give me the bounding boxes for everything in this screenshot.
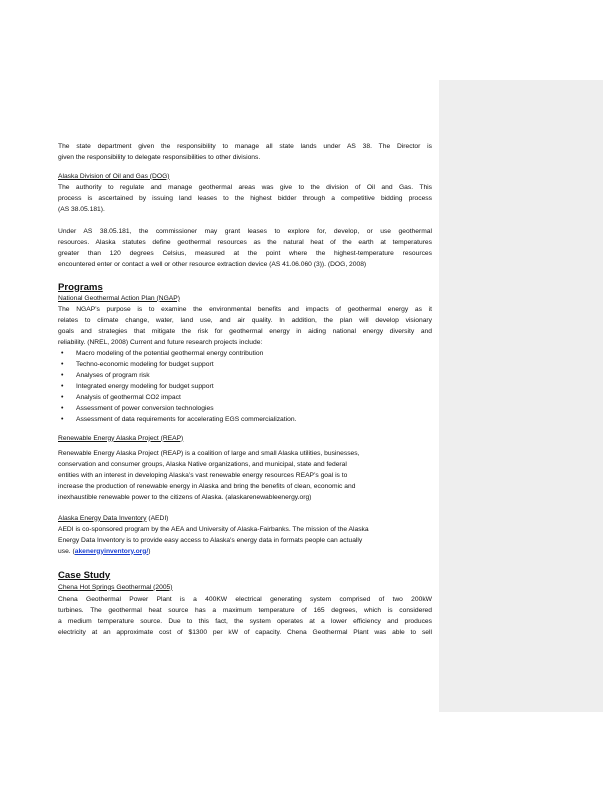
paragraph-reap-line: conservation and consumer groups, Alaska Native organizations, and municipal, state and federal [58, 460, 347, 468]
bullet-icon: • [61, 405, 64, 412]
bullet-text: Techno-economic modeling for budget support [76, 360, 214, 368]
paragraph-chena-line: turbines. The geothermal heat source has a maximum temperature of 165 degrees, which is considered [58, 606, 432, 614]
akenergyinventory-link[interactable]: akenergyinventory.org/ [74, 547, 149, 555]
bullet-list-item [61, 392, 426, 403]
comment-pane [439, 80, 603, 712]
paragraph-ngap-line: relates to climate change, water, land use, and air quality. In addition, the plan will develop visionary [58, 316, 432, 324]
bullet-icon: • [61, 382, 64, 390]
bullet-list-item [61, 381, 426, 392]
paragraph-aedi-line: Energy Data Inventory is to provide easy access to Alaska's energy data in formats people can actually [58, 536, 363, 544]
bullet-icon: • [61, 371, 64, 379]
bullet-text: Analyses of program risk [76, 371, 150, 379]
subheading-chena: Chena Hot Springs Geothermal (2005) [58, 583, 173, 591]
paragraph-as-38-line: resources. Alaska statutes define geothermal resources as the natural heat of the earth at temperatures [58, 238, 432, 246]
bullet-text: Macro modeling of the potential geothermal energy contribution [76, 349, 264, 357]
paragraph-as-38-line: Under AS 38.05.181, the commissioner may grant leases to explore for, develop, or use geothermal [58, 227, 432, 235]
paragraph-chena-line: Chena Geothermal Power Plant is a 400KW electrical generating system comprised of two 200kW [58, 595, 432, 603]
paragraph-reap-line: inexhaustible renewable power to the citizens of Alaska. (alaskarenewableenergy.org) [58, 493, 312, 501]
bullet-list-item [61, 414, 426, 425]
paragraph-chena-line: a medium temperature source. Due to this fact, the system operates at a lower efficiency and produces [58, 617, 432, 625]
section-heading-case-study: Case Study [58, 569, 111, 581]
paragraph-as-38-line: greater than 120 degrees Celsius, measured at the point where the highest-temperature resources [58, 249, 432, 257]
bullet-icon: • [61, 393, 64, 401]
text: use. ( [58, 547, 75, 555]
paragraph-aedi-line [58, 546, 432, 557]
paragraph-chena-line: electricity at an approximate cost of $1300 per kW of capacity. Chena Geothermal Plant was able to sell [58, 628, 432, 636]
paragraph-as-38-line: encountered enter or contact a well or other resource extraction device (AS 41.06.060 (3)). (DOG, 2008) [58, 260, 367, 268]
bullet-text: Integrated energy modeling for budget support [76, 382, 214, 390]
paragraph-ngap-line: The NGAP’s purpose is to examine the environmental benefits and impacts of geothermal energy as it [58, 305, 432, 313]
bullet-text: Assessment of data requirements for accelerating EGS commercialization. [76, 416, 297, 424]
paragraph-state-department-line: The state department given the responsibility to manage all state lands under AS 38. The Director is [58, 142, 432, 150]
bullet-list-item [61, 348, 426, 359]
paragraph-reap-line: entities with an interest in developing Alaska’s vast renewable energy resources REAP’s goal is to [58, 471, 348, 479]
aedi-heading-underlined: Alaska Energy Data Inventory [58, 514, 147, 522]
paragraph-ngap-line: goals and strategies that mitigate the risk for geothermal energy in aiding national energy diversity and [58, 327, 432, 335]
paragraph-reap-line: increase the production of renewable energy in Alaska and bring the benefits of clean, economic and [58, 482, 356, 490]
section-heading-programs: Programs [58, 281, 103, 293]
bullet-icon: • [61, 349, 64, 357]
text: ) [148, 547, 151, 555]
subheading-aedi [58, 513, 432, 524]
bullet-list-item [61, 403, 426, 414]
bullet-list-item [61, 359, 426, 370]
paragraph-dog-line: (AS 38.05.181). [58, 205, 105, 213]
bullet-list-item [61, 370, 426, 381]
subheading-ngap: National Geothermal Action Plan (NGAP) [58, 294, 180, 302]
bullet-text: Analysis of geothermal CO2 impact [76, 393, 181, 401]
paragraph-aedi-line: AEDI is co-sponsored program by the AEA and University of Alaska-Fairbanks. The mission of the Alaska [58, 525, 369, 533]
paragraph-state-department-line: given the responsibility to delegate responsibilities to other divisions. [58, 153, 261, 161]
section-heading-dog: Alaska Division of Oil and Gas (DOG) [58, 172, 170, 180]
bullet-icon: • [61, 416, 64, 424]
paragraph-dog-line: The authority to regulate and manage geothermal areas was give to the division of Oil and Gas. This [58, 183, 432, 191]
aedi-heading-suffix: (AEDI) [146, 514, 169, 522]
paragraph-reap-line: Renewable Energy Alaska Project (REAP) is a coalition of large and small Alaska utilities, businesses, [58, 449, 360, 457]
paragraph-dog-line: process is ascertained by issuing land leases to the highest bidder through a competitive bidding process [58, 194, 432, 202]
paragraph-ngap-line: reliability. (NREL, 2008) Current and future research projects include: [58, 338, 263, 346]
bullet-icon: • [61, 360, 64, 368]
bullet-text: Assessment of power conversion technologies [76, 405, 214, 412]
subheading-reap: Renewable Energy Alaska Project (REAP) [58, 434, 184, 442]
